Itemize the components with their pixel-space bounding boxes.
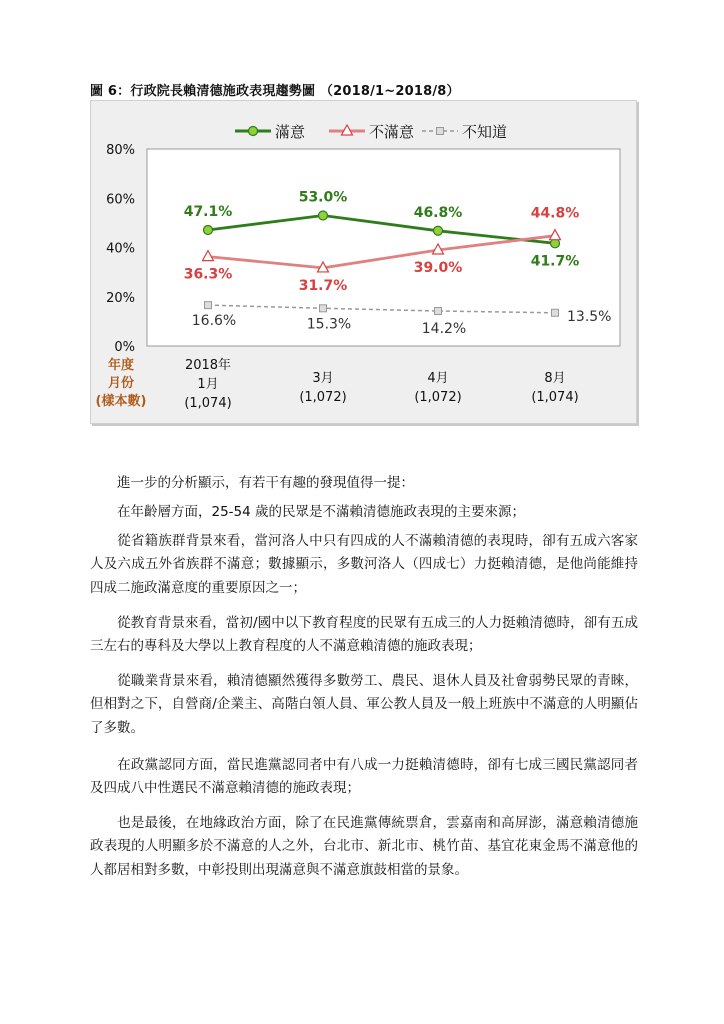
legend-label-satisfied: 滿意 xyxy=(275,123,306,141)
data-label-unknown: 15.3% xyxy=(306,316,352,333)
legend-marker-satisfied xyxy=(249,127,258,136)
data-point-unknown xyxy=(552,309,559,316)
paragraph-party xyxy=(90,754,638,801)
x-tick-month: 8月 xyxy=(544,371,566,386)
figure-title: 圖 6：行政院長賴清德施政表現趨勢圖 （2018/1~2018/8） xyxy=(90,84,460,99)
data-label-unknown: 14.2% xyxy=(421,321,467,338)
x-axis-row-header: 年度 xyxy=(107,358,135,373)
paragraph-text: 從省籍族群背景來看，當河洛人中只有四成的人不滿賴清德的表現時，卻有五成六客家人及六成五外省族群不滿意；數據顯示，多數河洛人（四成七）力挺賴清德，是他尚能維持四成二施政滿意度的重要原因之一； xyxy=(90,532,638,596)
paragraph-text: 在年齡層方面，25-54 歲的民眾是不滿賴清德施政表現的主要來源； xyxy=(117,503,526,520)
legend-marker-unknown xyxy=(437,128,444,135)
paragraph-occupation xyxy=(90,670,638,741)
x-tick-month: 1月 xyxy=(197,377,219,392)
paragraph-education xyxy=(90,612,638,659)
y-tick-label: 40% xyxy=(106,241,135,257)
paragraph-age xyxy=(90,501,638,525)
legend-label-dissatisfied: 不滿意 xyxy=(369,123,415,141)
paragraph-text: 也是最後，在地緣政治方面，除了在民進黨傳統票倉，雲嘉南和高屏澎，滿意賴清德施政表現的人明顯多於不滿意的人之外，台北市、新北市、桃竹苗、基宜花東金馬不滿意他的人都居相對多數，中彰投則出現滿意與不滿意旗鼓相當的景象。 xyxy=(90,814,638,878)
y-tick-label: 0% xyxy=(114,340,135,355)
data-point-satisfied xyxy=(434,226,443,235)
paragraph-text: 進一步的分析顯示，有若干有趣的發現值得一提： xyxy=(117,474,414,491)
x-tick-sample: (1,072) xyxy=(414,390,462,405)
data-label-dissatisfied: 44.8% xyxy=(530,205,580,222)
data-label-satisfied: 41.7% xyxy=(530,253,580,270)
data-label-satisfied: 46.8% xyxy=(413,204,463,221)
data-point-unknown xyxy=(320,305,327,312)
data-label-satisfied: 47.1% xyxy=(183,204,233,221)
y-tick-label: 60% xyxy=(106,192,135,208)
data-label-satisfied: 53.0% xyxy=(298,189,348,206)
data-label-dissatisfied: 36.3% xyxy=(183,266,233,283)
x-tick-year: 2018年 xyxy=(184,358,232,373)
chart-container xyxy=(90,100,637,424)
data-label-dissatisfied: 31.7% xyxy=(298,277,348,294)
x-axis-row-header: 月份 xyxy=(107,376,135,391)
x-tick-sample: (1,072) xyxy=(299,390,347,405)
data-point-satisfied xyxy=(319,211,328,220)
legend-label-unknown: 不知道 xyxy=(462,123,508,141)
paragraph-intro xyxy=(90,472,638,496)
x-axis-row-header: (樣本數) xyxy=(95,394,147,409)
x-tick-month: 4月 xyxy=(427,371,449,386)
data-label-dissatisfied: 39.0% xyxy=(413,259,463,276)
data-label-unknown: 13.5% xyxy=(567,308,612,325)
data-point-unknown xyxy=(205,302,212,309)
x-tick-sample: (1,074) xyxy=(531,390,579,405)
y-tick-label: 80% xyxy=(106,143,135,158)
paragraph-geography xyxy=(90,812,638,883)
y-tick-label: 20% xyxy=(106,290,135,306)
paragraph-text: 從教育背景來看，當初/國中以下教育程度的民眾有五成三的人力挺賴清德時，卻有五成三左右的專科及大學以上教育程度的人不滿意賴清德的施政表現； xyxy=(90,614,638,654)
x-tick-month: 3月 xyxy=(312,371,334,386)
x-tick-sample: (1,074) xyxy=(184,396,232,411)
data-point-satisfied xyxy=(204,226,213,235)
paragraph-text: 從職業背景來看，賴清德顯然獲得多數勞工、農民、退休人員及社會弱勢民眾的青睞，但相對之下，自營商/企業主、高階白領人員、軍公教人員及一般上班族中不滿意的人明顯佔了多數。 xyxy=(90,672,638,736)
line-chart xyxy=(91,101,636,423)
data-label-unknown: 16.6% xyxy=(191,313,237,330)
paragraph-ethnicity xyxy=(90,530,638,601)
paragraph-text: 在政黨認同方面，當民進黨認同者中有八成一力挺賴清德時，卻有七成三國民黨認同者及四成八中性選民不滿意賴清德的施政表現； xyxy=(90,756,638,796)
data-point-unknown xyxy=(435,308,442,315)
